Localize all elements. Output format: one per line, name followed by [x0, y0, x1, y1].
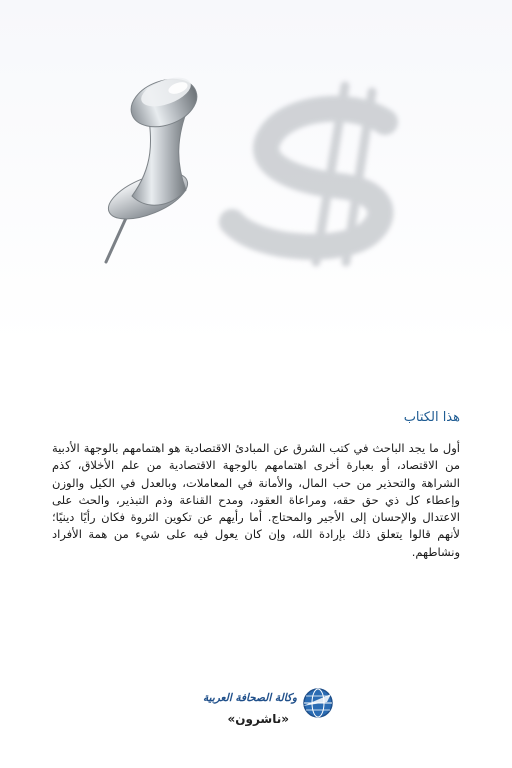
body-paragraph: أول ما يجد الباحث في كتب الشرق عن المبادئ الاقتصادية هو اهتمامهم بالوجهة الأدبية من الاقتصاد، أو بعبارة أخرى اهتمامهم بالوجهة الاقتصادية من علم الأخلاق، كذم الشراهة والتحذير من حب المال، والأمانة في المعاملات، وبالعدل في الكيل والوزن وإعطاء كل ذي حق حقه، ومراعاة العقود، ومدح القناعة وذم التبذير، والحث على الاعتدال والإحسان إلى الأجير والمحتاج. أما رأيهم عن تكوين الثروة فكان رأيًا دينيًا؛ لأنهم قالوا يتعلق ذلك بإرادة الله، وإن كان يعول فيه على شيء من همة الأفراد ونشاطهم.: [52, 441, 460, 559]
pushpin-illustration: [0, 0, 512, 330]
dollar-shadow: [232, 86, 385, 262]
publisher-name: وكالة الصحافة العربية: [203, 692, 297, 704]
publisher-logo: [205, 682, 335, 744]
globe-logo-icon: [301, 686, 335, 720]
publisher-subtitle: «ناشرون»: [227, 712, 289, 726]
section-title: هذا الكتاب: [403, 410, 460, 425]
